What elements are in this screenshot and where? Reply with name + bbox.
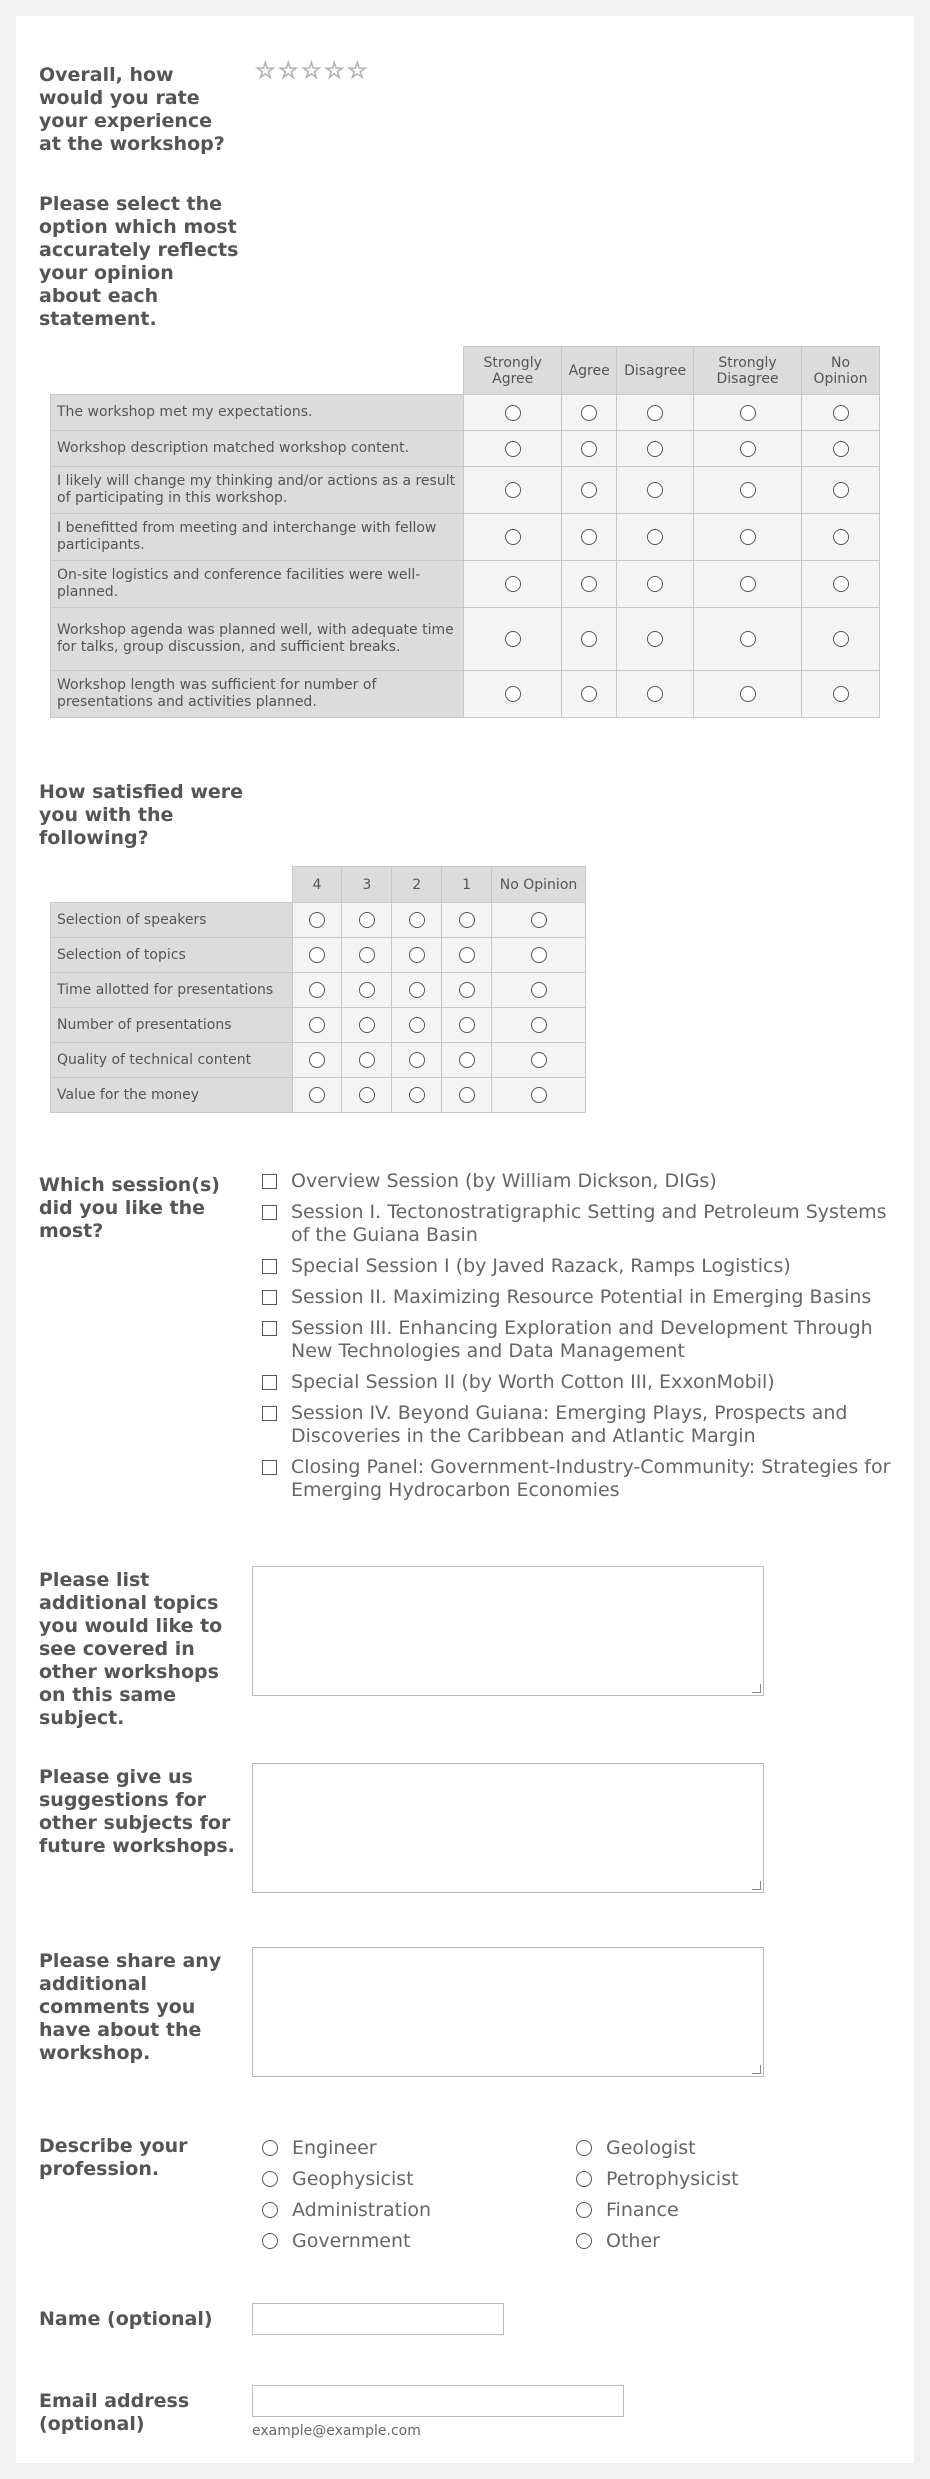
matrix-row	[51, 671, 880, 718]
profession-option-label: Petrophysicist	[606, 2167, 739, 2190]
matrix-radio[interactable]	[505, 441, 521, 457]
matrix-row-label: Workshop length was sufficient for number of presentations and activities planned.	[51, 671, 464, 718]
matrix-radio[interactable]	[740, 405, 756, 421]
matrix-cell	[694, 671, 802, 718]
matrix-radio[interactable]	[581, 482, 597, 498]
matrix-row	[51, 561, 880, 608]
matrix-cell	[342, 1008, 392, 1043]
matrix-row	[51, 903, 586, 938]
matrix-radio[interactable]	[647, 441, 663, 457]
matrix-cell	[392, 938, 442, 973]
profession-option[interactable]	[262, 2225, 431, 2256]
profession-option-label: Government	[292, 2229, 411, 2252]
matrix-radio[interactable]	[647, 576, 663, 592]
matrix-row-label: On-site logistics and conference facilities were well-planned.	[51, 561, 464, 608]
matrix-row-label: Workshop agenda was planned well, with adequate time for talks, group discussion, and sufficient breaks.	[51, 608, 464, 671]
session-option-label: Session IV. Beyond Guiana: Emerging Plays, Prospects and Discoveries in the Caribbean and Atlantic Margin	[291, 1402, 848, 1447]
column-header: Disagree	[617, 347, 694, 395]
matrix-cell	[464, 514, 562, 561]
matrix-radio[interactable]	[309, 1017, 325, 1033]
matrix-radio[interactable]	[581, 441, 597, 457]
matrix-cell	[342, 973, 392, 1008]
matrix-radio[interactable]	[459, 947, 475, 963]
matrix-cell	[802, 514, 880, 561]
matrix-cell	[617, 514, 694, 561]
matrix-radio[interactable]	[740, 482, 756, 498]
matrix-radio[interactable]	[833, 576, 849, 592]
matrix-row	[51, 1008, 586, 1043]
matrix-radio[interactable]	[459, 1017, 475, 1033]
matrix-cell	[562, 514, 617, 561]
matrix-radio[interactable]	[409, 1017, 425, 1033]
matrix-cell	[802, 671, 880, 718]
matrix-cell	[802, 395, 880, 431]
profession-option-label: Finance	[606, 2198, 679, 2221]
profession-radio[interactable]	[576, 2171, 592, 2187]
matrix-radio[interactable]	[531, 982, 547, 998]
matrix-cell	[392, 1043, 442, 1078]
matrix-cell	[392, 903, 442, 938]
matrix-cell	[492, 1008, 586, 1043]
session-option[interactable]	[262, 1255, 902, 1278]
star-icon[interactable]: ☆	[255, 58, 276, 84]
column-header: 3	[342, 867, 392, 903]
email-input[interactable]	[252, 2385, 624, 2417]
matrix-radio[interactable]	[581, 405, 597, 421]
matrix-cell	[694, 431, 802, 467]
session-checkbox[interactable]	[262, 1406, 277, 1421]
matrix-radio[interactable]	[833, 529, 849, 545]
profession-radio[interactable]	[262, 2140, 278, 2156]
profession-radio[interactable]	[262, 2202, 278, 2218]
column-header: Strongly Agree	[464, 347, 562, 395]
matrix-radio[interactable]	[581, 529, 597, 545]
matrix-radio[interactable]	[531, 947, 547, 963]
matrix-row	[51, 514, 880, 561]
matrix-cell	[464, 467, 562, 514]
matrix-cell	[292, 1043, 342, 1078]
session-option-label: Special Session I (by Javed Razack, Ramps Logistics)	[291, 1255, 791, 1277]
matrix-radio[interactable]	[531, 912, 547, 928]
matrix-cell	[292, 1078, 342, 1113]
matrix-radio[interactable]	[505, 529, 521, 545]
matrix-radio[interactable]	[359, 912, 375, 928]
matrix-radio[interactable]	[531, 1017, 547, 1033]
sessions-checkbox-list	[262, 1170, 902, 1510]
comments-textarea[interactable]	[252, 1947, 764, 2077]
matrix-cell	[342, 1078, 392, 1113]
matrix-cell	[802, 431, 880, 467]
profession-option[interactable]	[576, 2132, 739, 2163]
session-checkbox[interactable]	[262, 1290, 277, 1305]
matrix-cell	[617, 395, 694, 431]
matrix-radio[interactable]	[647, 482, 663, 498]
matrix-radio[interactable]	[309, 1087, 325, 1103]
session-option-label: Overview Session (by William Dickson, DIGs)	[291, 1170, 717, 1192]
matrix-row-label: The workshop met my expectations.	[51, 395, 464, 431]
matrix-row-label: Number of presentations	[51, 1008, 293, 1043]
matrix-radio[interactable]	[359, 1017, 375, 1033]
matrix-radio[interactable]	[647, 405, 663, 421]
matrix-cell	[694, 514, 802, 561]
comments-label: Please share any additional comments you have about the workshop.	[39, 1950, 222, 2064]
column-header: 2	[392, 867, 442, 903]
matrix-cell	[562, 671, 617, 718]
matrix-cell	[464, 608, 562, 671]
matrix-cell	[694, 608, 802, 671]
rating-label: Overall, how would you rate your experience at the workshop?	[39, 64, 225, 155]
profession-radio[interactable]	[262, 2233, 278, 2249]
matrix-row	[51, 395, 880, 431]
matrix-radio[interactable]	[581, 686, 597, 702]
matrix-row	[51, 973, 586, 1008]
opinion-label: Please select the option which most accurately reflects your opinion about each statement.	[39, 193, 239, 330]
profession-option[interactable]	[576, 2163, 739, 2194]
matrix-radio[interactable]	[309, 1052, 325, 1068]
matrix-cell	[492, 903, 586, 938]
matrix-radio[interactable]	[505, 482, 521, 498]
sessions-label: Which session(s) did you like the most?	[39, 1174, 220, 1242]
matrix-row-label: Workshop description matched workshop content.	[51, 431, 464, 467]
suggestions-textarea[interactable]	[252, 1763, 764, 1893]
satisfaction-matrix	[50, 866, 586, 1113]
matrix-radio[interactable]	[740, 441, 756, 457]
session-option[interactable]	[262, 1201, 902, 1247]
matrix-cell	[392, 1078, 442, 1113]
session-option[interactable]	[262, 1456, 902, 1502]
satisfaction-label: How satisfied were you with the following?	[39, 781, 244, 849]
topics-label: Please list additional topics you would like to see covered in other workshops on this same subject.	[39, 1569, 223, 1729]
matrix-cell	[694, 561, 802, 608]
matrix-radio[interactable]	[459, 1052, 475, 1068]
matrix-radio[interactable]	[581, 631, 597, 647]
matrix-radio[interactable]	[647, 631, 663, 647]
session-checkbox[interactable]	[262, 1460, 277, 1475]
matrix-cell	[392, 973, 442, 1008]
matrix-radio[interactable]	[409, 947, 425, 963]
profession-label: Describe your profession.	[39, 2135, 188, 2180]
matrix-row	[51, 431, 880, 467]
session-option-label: Closing Panel: Government-Industry-Community: Strategies for Emerging Hydrocarbon Economies	[291, 1456, 891, 1501]
matrix-cell	[442, 938, 492, 973]
matrix-cell	[464, 395, 562, 431]
column-header: 1	[442, 867, 492, 903]
matrix-cell	[442, 903, 492, 938]
matrix-row-label: I benefitted from meeting and interchange with fellow participants.	[51, 514, 464, 561]
matrix-radio[interactable]	[409, 1087, 425, 1103]
session-option-label: Session III. Enhancing Exploration and Development Through New Technologies and Data Management	[291, 1317, 873, 1362]
matrix-radio[interactable]	[833, 482, 849, 498]
matrix-radio[interactable]	[740, 529, 756, 545]
matrix-radio[interactable]	[505, 576, 521, 592]
session-option[interactable]	[262, 1402, 902, 1448]
matrix-cell	[342, 1043, 392, 1078]
matrix-cell	[694, 467, 802, 514]
star-icon[interactable]: ☆	[301, 58, 322, 84]
star-icon[interactable]: ☆	[324, 58, 345, 84]
matrix-radio[interactable]	[740, 686, 756, 702]
matrix-row-label: Value for the money	[51, 1078, 293, 1113]
matrix-row-label: Time allotted for presentations	[51, 973, 293, 1008]
matrix-cell	[694, 395, 802, 431]
session-checkbox[interactable]	[262, 1321, 277, 1336]
matrix-radio[interactable]	[409, 1052, 425, 1068]
profession-option-label: Geophysicist	[292, 2167, 414, 2190]
matrix-row	[51, 1043, 586, 1078]
profession-option-label: Engineer	[292, 2136, 377, 2159]
column-header: No Opinion	[802, 347, 880, 395]
email-label: Email address (optional)	[39, 2390, 190, 2435]
opinion-matrix	[50, 346, 880, 718]
star-icon[interactable]: ☆	[347, 58, 368, 84]
session-option[interactable]	[262, 1170, 902, 1193]
matrix-radio[interactable]	[459, 1087, 475, 1103]
matrix-radio[interactable]	[833, 686, 849, 702]
matrix-cell	[617, 671, 694, 718]
profession-radio[interactable]	[262, 2171, 278, 2187]
session-option-label: Session I. Tectonostratigraphic Setting and Petroleum Systems of the Guiana Basin	[291, 1201, 887, 1246]
matrix-radio[interactable]	[581, 576, 597, 592]
matrix-radio[interactable]	[309, 947, 325, 963]
matrix-radio[interactable]	[740, 631, 756, 647]
matrix-cell	[464, 431, 562, 467]
matrix-cell	[802, 608, 880, 671]
name-input[interactable]	[252, 2303, 504, 2335]
profession-option[interactable]	[262, 2132, 431, 2163]
matrix-cell	[562, 608, 617, 671]
matrix-row	[51, 608, 880, 671]
matrix-radio[interactable]	[647, 686, 663, 702]
matrix-row-label: Quality of technical content	[51, 1043, 293, 1078]
matrix-radio[interactable]	[531, 1052, 547, 1068]
matrix-cell	[562, 395, 617, 431]
matrix-cell	[464, 671, 562, 718]
matrix-cell	[442, 1008, 492, 1043]
matrix-cell	[562, 561, 617, 608]
matrix-cell	[617, 608, 694, 671]
profession-option[interactable]	[262, 2163, 431, 2194]
session-option[interactable]	[262, 1286, 902, 1309]
matrix-cell	[342, 938, 392, 973]
matrix-radio[interactable]	[309, 982, 325, 998]
matrix-cell	[617, 467, 694, 514]
matrix-cell	[492, 1043, 586, 1078]
matrix-radio[interactable]	[409, 912, 425, 928]
matrix-cell	[802, 561, 880, 608]
star-rating[interactable]	[255, 60, 369, 83]
matrix-radio[interactable]	[359, 1052, 375, 1068]
profession-radio[interactable]	[576, 2202, 592, 2218]
matrix-radio[interactable]	[409, 982, 425, 998]
star-icon[interactable]: ☆	[278, 58, 299, 84]
matrix-cell	[562, 431, 617, 467]
column-header: Agree	[562, 347, 617, 395]
profession-radio[interactable]	[576, 2140, 592, 2156]
matrix-cell	[292, 973, 342, 1008]
profession-radio[interactable]	[576, 2233, 592, 2249]
matrix-radio[interactable]	[505, 405, 521, 421]
matrix-cell	[292, 903, 342, 938]
matrix-radio[interactable]	[359, 982, 375, 998]
matrix-radio[interactable]	[531, 1087, 547, 1103]
topics-textarea[interactable]	[252, 1566, 764, 1696]
session-checkbox[interactable]	[262, 1205, 277, 1220]
matrix-radio[interactable]	[647, 529, 663, 545]
matrix-cell	[492, 1078, 586, 1113]
session-option[interactable]	[262, 1317, 902, 1363]
matrix-radio[interactable]	[833, 405, 849, 421]
profession-option-label: Administration	[292, 2198, 432, 2221]
matrix-cell	[492, 938, 586, 973]
profession-option-label: Other	[606, 2229, 660, 2252]
matrix-cell	[292, 938, 342, 973]
matrix-radio[interactable]	[833, 441, 849, 457]
matrix-cell	[342, 903, 392, 938]
matrix-cell	[617, 561, 694, 608]
matrix-radio[interactable]	[459, 912, 475, 928]
matrix-row	[51, 467, 880, 514]
matrix-cell	[442, 1078, 492, 1113]
matrix-cell	[442, 973, 492, 1008]
matrix-radio[interactable]	[740, 576, 756, 592]
column-header: Strongly Disagree	[694, 347, 802, 395]
session-checkbox[interactable]	[262, 1259, 277, 1274]
matrix-row	[51, 1078, 586, 1113]
session-option-label: Session II. Maximizing Resource Potential in Emerging Basins	[291, 1286, 872, 1308]
matrix-radio[interactable]	[309, 912, 325, 928]
name-label: Name (optional)	[39, 2308, 213, 2330]
profession-option[interactable]	[576, 2194, 739, 2225]
matrix-cell	[442, 1043, 492, 1078]
profession-option[interactable]	[576, 2225, 739, 2256]
session-checkbox[interactable]	[262, 1375, 277, 1390]
column-header: No Opinion	[492, 867, 586, 903]
suggestions-label: Please give us suggestions for other subjects for future workshops.	[39, 1766, 235, 1857]
matrix-radio[interactable]	[359, 1087, 375, 1103]
profession-option-label: Geologist	[606, 2136, 696, 2159]
matrix-radio[interactable]	[505, 631, 521, 647]
matrix-cell	[562, 467, 617, 514]
matrix-row-label: I likely will change my thinking and/or actions as a result of participating in this workshop.	[51, 467, 464, 514]
matrix-cell	[492, 973, 586, 1008]
profession-option[interactable]	[262, 2194, 431, 2225]
matrix-cell	[617, 431, 694, 467]
session-option-label: Special Session II (by Worth Cotton III, ExxonMobil)	[291, 1371, 775, 1393]
matrix-row	[51, 938, 586, 973]
column-header: 4	[292, 867, 342, 903]
matrix-cell	[802, 467, 880, 514]
matrix-cell	[464, 561, 562, 608]
session-checkbox[interactable]	[262, 1174, 277, 1189]
matrix-cell	[392, 1008, 442, 1043]
matrix-row-label: Selection of topics	[51, 938, 293, 973]
email-sublabel: example@example.com	[252, 2423, 421, 2439]
matrix-radio[interactable]	[359, 947, 375, 963]
session-option[interactable]	[262, 1371, 902, 1394]
matrix-radio[interactable]	[833, 631, 849, 647]
matrix-radio[interactable]	[505, 686, 521, 702]
matrix-radio[interactable]	[459, 982, 475, 998]
matrix-cell	[292, 1008, 342, 1043]
matrix-row-label: Selection of speakers	[51, 903, 293, 938]
